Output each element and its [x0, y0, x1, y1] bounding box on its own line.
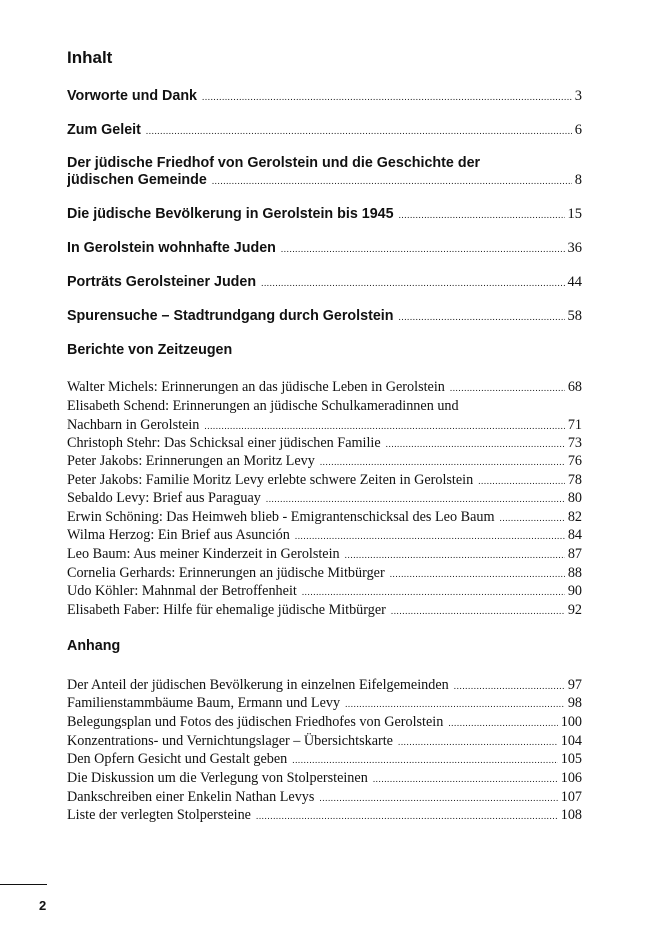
- toc-entry-portraets[interactable]: [67, 274, 582, 292]
- toc-entry-title: jüdischen Gemeinde: [67, 172, 207, 188]
- dot-leader: [399, 207, 565, 224]
- toc-entry-stammbaeume[interactable]: [67, 694, 582, 714]
- dot-leader: [319, 789, 557, 808]
- toc-page-number: 84: [567, 527, 582, 543]
- dot-leader: [212, 173, 572, 190]
- toc-page-number: 107: [560, 789, 582, 805]
- toc-entry-herzog[interactable]: [67, 526, 582, 546]
- toc-entry-belegungsplan[interactable]: [67, 713, 582, 733]
- toc-page-number: 97: [567, 677, 582, 693]
- dot-leader: [256, 807, 558, 826]
- toc-page-number: 73: [567, 435, 582, 451]
- toc-page-number: 36: [567, 240, 582, 256]
- toc-entry-stolpersteine-liste[interactable]: [67, 806, 582, 826]
- toc-entry-title: Zum Geleit: [67, 122, 141, 138]
- footer-rule: [0, 884, 47, 885]
- section-heading-anhang: Anhang: [67, 638, 121, 654]
- toc-entry-title: Die Diskussion um die Verlegung von Stolpersteinen: [67, 770, 368, 786]
- toc-entry-wohnhafte-juden[interactable]: [67, 240, 582, 258]
- toc-entry-title: Cornelia Gerhards: Erinnerungen an jüdische Mitbürger: [67, 565, 385, 581]
- dot-leader: [398, 733, 558, 752]
- toc-page-number: 76: [567, 453, 582, 469]
- toc-entry-anteil[interactable]: [67, 676, 582, 696]
- dot-leader: [261, 275, 564, 292]
- toc-entry-title: Konzentrations- und Vernichtungslager – Übersichtskarte: [67, 733, 393, 749]
- dot-leader: [146, 123, 572, 140]
- dot-leader: [266, 490, 565, 509]
- page-number: 2: [39, 898, 47, 913]
- toc-entry-jakobs-1[interactable]: [67, 452, 582, 472]
- toc-entry-koehler[interactable]: [67, 582, 582, 602]
- toc-entry-title: Wilma Herzog: Ein Brief aus Asunción: [67, 527, 290, 543]
- section-heading-berichte: Berichte von Zeitzeugen: [67, 342, 233, 358]
- toc-page-number: 106: [560, 770, 582, 786]
- dot-leader: [386, 435, 565, 454]
- dot-leader: [478, 472, 565, 491]
- toc-entry-jakobs-2[interactable]: [67, 471, 582, 491]
- toc-entry-title: Erwin Schöning: Das Heimweh blieb - Emigrantenschicksal des Leo Baum: [67, 509, 495, 525]
- toc-entry-title: Peter Jakobs: Familie Moritz Levy erlebte schwere Zeiten in Gerolstein: [67, 472, 474, 488]
- toc-page-number: 92: [567, 602, 582, 618]
- toc-entry-zum-geleit[interactable]: [67, 122, 582, 140]
- dot-leader: [320, 453, 565, 472]
- toc-entry-title: Den Opfern Gesicht und Gestalt geben: [67, 751, 288, 767]
- dot-leader: [448, 714, 557, 733]
- toc-page-number: 104: [560, 733, 582, 749]
- toc-entry-michels[interactable]: [67, 378, 582, 398]
- dot-leader: [202, 89, 572, 106]
- toc-page-number: 98: [567, 695, 582, 711]
- toc-entry-stolpersteine-diskussion[interactable]: [67, 769, 582, 789]
- toc-page-number: 80: [567, 490, 582, 506]
- toc-entry-gerhards[interactable]: [67, 564, 582, 584]
- dot-leader: [454, 677, 565, 696]
- toc-page-number: 88: [567, 565, 582, 581]
- toc-page-number: 8: [574, 172, 582, 188]
- toc-entry-vorworte[interactable]: [67, 88, 582, 106]
- page-title: Inhalt: [67, 48, 113, 67]
- toc-entry-title-line1: Elisabeth Schend: Erinnerungen an jüdische Schulkameradinnen und: [67, 398, 459, 414]
- toc-entry-title: Nachbarn in Gerolstein: [67, 416, 200, 433]
- toc-entry-konzentrationslager[interactable]: [67, 732, 582, 752]
- toc-entry-title: Der Anteil der jüdischen Bevölkerung in einzelnen Eifelgemeinden: [67, 677, 449, 693]
- toc-page-number: 68: [567, 379, 582, 395]
- toc-entry-bevoelkerung[interactable]: [67, 206, 582, 224]
- toc-entry-title-line1: Der jüdische Friedhof von Gerolstein und die Geschichte der: [67, 155, 481, 171]
- toc-entry-title: Leo Baum: Aus meiner Kinderzeit in Gerolstein: [67, 546, 340, 562]
- toc-entry-faber[interactable]: [67, 601, 582, 621]
- dot-leader: [345, 695, 565, 714]
- toc-page-number: 71: [567, 416, 582, 433]
- toc-entry-title: Peter Jakobs: Erinnerungen an Moritz Levy: [67, 453, 315, 469]
- toc-page-number: 100: [560, 714, 582, 730]
- toc-entry-friedhof[interactable]: [67, 155, 582, 190]
- toc-page-number: 44: [567, 274, 582, 290]
- dot-leader: [390, 565, 565, 584]
- toc-entry-title: Liste der verlegten Stolpersteine: [67, 807, 251, 823]
- toc-entry-title: Belegungsplan und Fotos des jüdischen Friedhofes von Gerolstein: [67, 714, 444, 730]
- toc-entry-spurensuche[interactable]: [67, 308, 582, 326]
- toc-page-number: 6: [574, 122, 582, 138]
- toc-entry-leo-baum[interactable]: [67, 545, 582, 565]
- toc-entry-title: Walter Michels: Erinnerungen an das jüdische Leben in Gerolstein: [67, 379, 445, 395]
- toc-entry-stehr[interactable]: [67, 434, 582, 454]
- dot-leader: [204, 417, 564, 436]
- toc-entry-sebaldo-levy[interactable]: [67, 489, 582, 509]
- toc-entry-title: Dankschreiben einer Enkelin Nathan Levys: [67, 789, 315, 805]
- toc-entry-title: Spurensuche – Stadtrundgang durch Gerolstein: [67, 308, 394, 324]
- dot-leader: [399, 309, 565, 326]
- toc-page-number: 90: [567, 583, 582, 599]
- dot-leader: [345, 546, 565, 565]
- dot-leader: [292, 751, 557, 770]
- toc-page-number: 58: [567, 308, 582, 324]
- dot-leader: [295, 527, 565, 546]
- toc-page-number: 3: [574, 88, 582, 104]
- toc-entry-title: Vorworte und Dank: [67, 88, 198, 104]
- toc-entry-opfern-gesicht[interactable]: [67, 750, 582, 770]
- toc-entry-title: Elisabeth Faber: Hilfe für ehemalige jüdische Mitbürger: [67, 602, 386, 618]
- toc-entry-title: Christoph Stehr: Das Schicksal einer jüdischen Familie: [67, 435, 381, 451]
- toc-entry-title: Udo Köhler: Mahnmal der Betroffenheit: [67, 583, 297, 599]
- dot-leader: [500, 509, 565, 528]
- dot-leader: [302, 583, 565, 602]
- toc-page-number: 15: [567, 206, 582, 222]
- toc-entry-title: Familienstammbäume Baum, Ermann und Levy: [67, 695, 341, 711]
- dot-leader: [373, 770, 558, 789]
- toc-entry-dankschreiben[interactable]: [67, 788, 582, 808]
- toc-page-number: 82: [567, 509, 582, 525]
- toc-page-number: 108: [560, 807, 582, 823]
- toc-entry-title: Porträts Gerolsteiner Juden: [67, 274, 257, 290]
- dot-leader: [281, 241, 565, 258]
- toc-entry-schoening[interactable]: [67, 508, 582, 528]
- toc-entry-title: Die jüdische Bevölkerung in Gerolstein bis 1945: [67, 206, 394, 222]
- toc-entry-title: Sebaldo Levy: Brief aus Paraguay: [67, 490, 261, 506]
- toc-page-number: 105: [560, 751, 582, 767]
- toc-page-number: 87: [567, 546, 582, 562]
- toc-entry-schend[interactable]: [67, 397, 582, 435]
- dot-leader: [450, 379, 565, 398]
- toc-entry-title: In Gerolstein wohnhafte Juden: [67, 240, 276, 256]
- dot-leader: [391, 602, 565, 621]
- toc-page-number: 78: [567, 472, 582, 488]
